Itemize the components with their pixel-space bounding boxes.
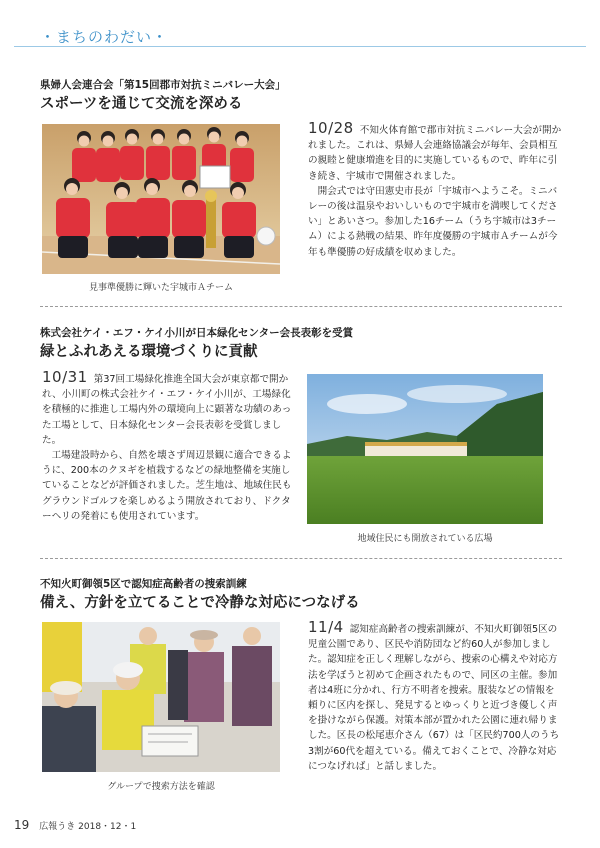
article-body-volleyball bbox=[308, 121, 562, 260]
section-heading-search-drill bbox=[40, 577, 562, 613]
article-body-greening bbox=[42, 370, 292, 524]
header-title: ・まちのわだい・ bbox=[40, 28, 169, 46]
article-date: 10/28 bbox=[308, 119, 354, 137]
page-header bbox=[0, 22, 600, 52]
article-date: 11/4 bbox=[308, 618, 344, 636]
section-kicker: 株式会社ケイ・エフ・ケイ小川が日本緑化センター会長表彰を受賞 bbox=[40, 327, 354, 339]
section-kicker: 県婦人会連合会「第15回郡市対抗ミニバレー大会」 bbox=[40, 79, 286, 91]
volleyball-team-photo bbox=[42, 124, 280, 274]
section-heading-volleyball bbox=[40, 78, 562, 114]
section-kicker: 不知火町御領5区で認知症高齢者の捜索訓練 bbox=[40, 578, 247, 590]
factory-green-field-photo bbox=[307, 374, 543, 524]
section-title: スポーツを通じて交流を深める bbox=[40, 96, 243, 112]
article-paragraph: 10/31 第37回工場緑化推進全国大会が東京都で開かれ、小川町の株式会社ケイ・エフ・ケイ小川が、工場緑化を積極的に推進し工場内外の環境向上に顕著な功績のあった工場として、日本緑化センター会長表彰を受賞しました。 bbox=[42, 368, 292, 446]
search-drill-photo bbox=[42, 622, 280, 772]
publication-info: 広報うき 2018・12・1 bbox=[39, 822, 137, 832]
section-heading-greening bbox=[40, 326, 562, 362]
section-title: 備え、方針を立てることで冷静な対応につなげる bbox=[40, 595, 360, 611]
photo-caption: グループで捜索方法を確認 bbox=[107, 782, 215, 792]
photo-caption: 見事準優勝に輝いた宇城市Ａチーム bbox=[88, 283, 233, 293]
header-rule bbox=[14, 46, 586, 47]
article-paragraph: 11/4 認知症高齢者の捜索訓練が、不知火町御領5区の児童公園であり、区民や消防団など約60人が参加しました。認知症を正しく理解しながら、捜索の心構えや対応方法を学ぼうと初めて企画されたもので、同区の主催。参加者は4班に分かれ、行方不明者を捜索。服装などの情報を頼りに区内を探し、発見するとゆっくりと近づき優しく声を掛けながら保護。対策本部が置かれた公園に連れ帰りました。区長の松尾恵介さん（67）は「区民約700人のうち3割が60代を超えている。備えておくことで、冷静な対応につなげれば」と話しました。 bbox=[308, 618, 560, 772]
page-number: 19 bbox=[14, 818, 30, 832]
section-title: 緑とふれあえる環境づくりに貢献 bbox=[40, 344, 258, 360]
article-paragraph: 工場建設時から、自然を壊さず周辺景観に適合できるように、200本のクヌギを植栽するなどの緑地整備を実施していることなどが評価されました。芝生地は、地域住民もグラウンドゴルフを楽しめるよう開放されており、ドクターヘリの発着にも使用されています。 bbox=[42, 450, 292, 522]
section-divider bbox=[40, 558, 562, 559]
article-paragraph: 開会式では守田憲史市長が「宇城市へようこそ。ミニバレーの後は温泉やおいしいもので宇城市を満喫してください」とあいさつ。参加した16チーム（うち宇城市は3チーム）による熱戦の結果、昨年度優勝の宇城市Ａチームが今年も準優勝の好成績を収めました。 bbox=[308, 185, 558, 258]
article-date: 10/31 bbox=[42, 368, 88, 386]
article-body-search-drill bbox=[308, 620, 564, 774]
section-divider bbox=[40, 306, 562, 307]
page-footer bbox=[14, 818, 136, 832]
article-paragraph: 10/28 不知火体育館で郡市対抗ミニバレー大会が開かれました。これは、県婦人会連絡協議会が毎年、会員相互の親睦と健康増進を目的に実施しているもので、昨年に引き続き、宇城市で開催されました。 bbox=[308, 119, 562, 182]
photo-caption: 地域住民にも開放されている広場 bbox=[357, 534, 493, 544]
